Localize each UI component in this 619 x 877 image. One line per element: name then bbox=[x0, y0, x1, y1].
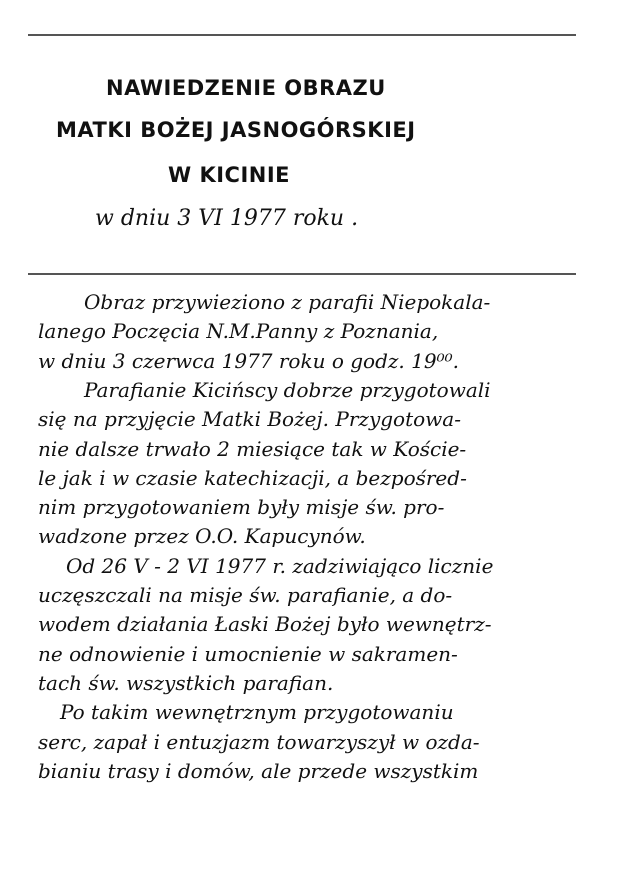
body-line: Od 26 V - 2 VI 1977 r. zadziwiająco licznie bbox=[66, 553, 494, 578]
body-line: uczęszczali na misje św. parafianie, a do- bbox=[38, 583, 453, 607]
body-line: lanego Poczęcia N.M.Panny z Poznania, bbox=[38, 319, 439, 344]
middle-divider bbox=[28, 273, 576, 275]
body-line: le jak i w czasie katechizacji, a bezpośred- bbox=[38, 465, 467, 490]
title-line-3: W KICINIE bbox=[168, 163, 291, 187]
body-line: w dniu 3 czerwca 1977 roku o godz. 19⁰⁰. bbox=[38, 348, 459, 373]
body-line: wadzone przez O.O. Kapucynów. bbox=[38, 524, 366, 549]
top-divider bbox=[28, 34, 576, 36]
body-line: tach św. wszystkich parafian. bbox=[38, 670, 334, 695]
body-line: nie dalsze trwało 2 miesiące tak w Koście- bbox=[38, 436, 467, 461]
body-line: ne odnowienie i umocnienie w sakramen- bbox=[38, 641, 458, 666]
date-line: w dniu 3 VI 1977 roku . bbox=[95, 206, 359, 231]
body-line: bianiu trasy i domów, ale przede wszystkim bbox=[38, 758, 479, 783]
body-line: Po takim wewnętrznym przygotowaniu bbox=[60, 700, 454, 725]
title-line-1: NAWIEDZENIE OBRAZU bbox=[106, 76, 386, 100]
body-line: się na przyjęcie Matki Bożej. Przygotowa- bbox=[38, 407, 461, 432]
body-line: Obraz przywieziono z parafii Niepokala- bbox=[84, 290, 491, 314]
body-line: serc, zapał i entuzjazm towarzyszył w ozda- bbox=[38, 729, 480, 754]
body-line: wodem działania Łaski Bożej było wewnętrz- bbox=[38, 612, 492, 637]
title-line-2: MATKI BOŻEJ JASNOGÓRSKIEJ bbox=[56, 118, 416, 142]
body-line: Parafianie Kicińscy dobrze przygotowali bbox=[84, 377, 491, 402]
body-line: nim przygotowaniem były misje św. pro- bbox=[38, 495, 445, 520]
